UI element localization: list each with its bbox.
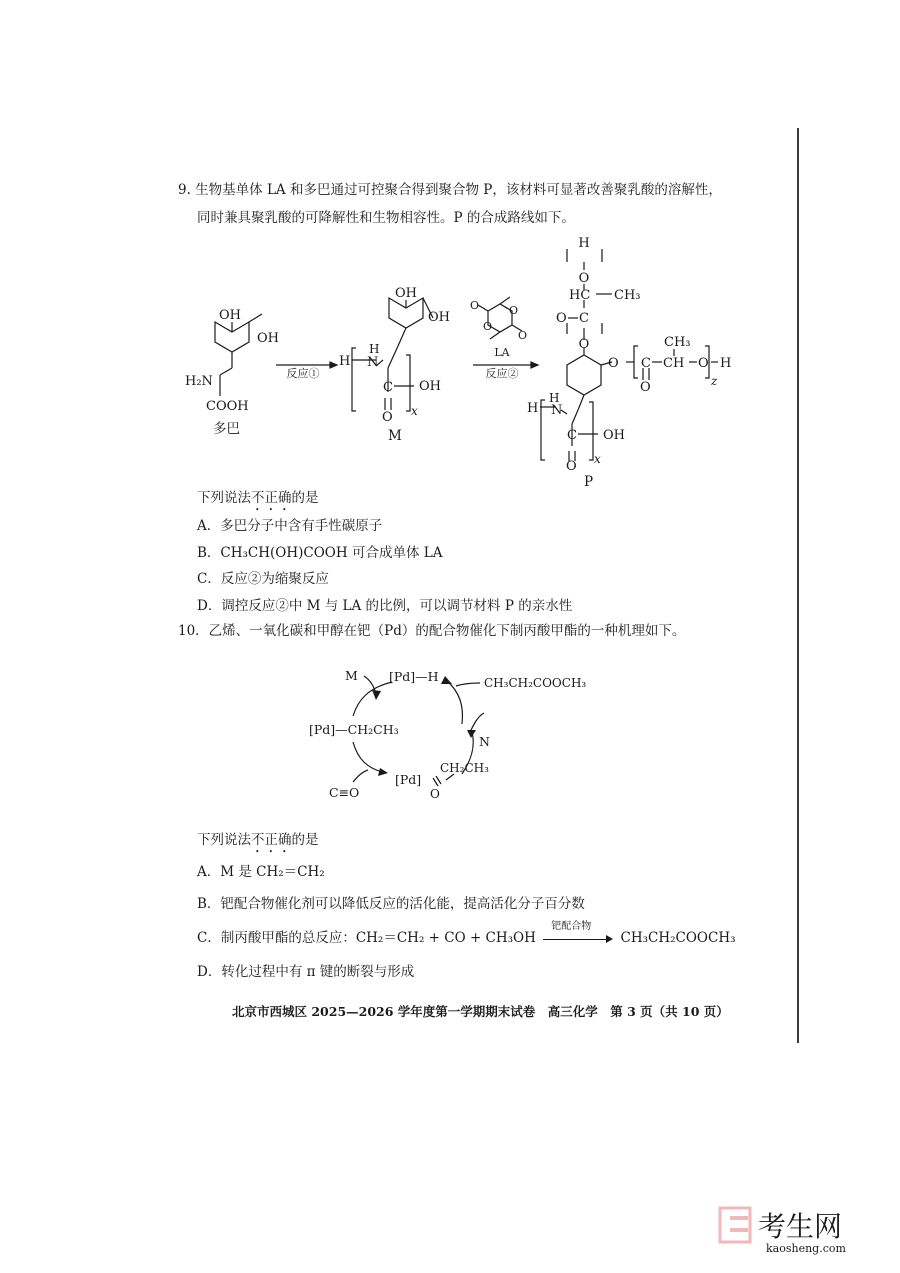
cycle-n: N xyxy=(479,734,490,749)
q10-option-c-catalyst: 钯配合物 xyxy=(551,920,592,932)
p-subscript-z: z xyxy=(711,374,718,388)
cycle-pd-h: [Pd]—H xyxy=(389,669,439,684)
p-label: P xyxy=(584,474,594,490)
p-benzene-ring xyxy=(567,355,601,395)
q10-option-c-arrow xyxy=(543,920,613,946)
q10-option-a: A．M 是 CH₂＝CH₂ xyxy=(197,864,325,880)
arrow2-top-label: LA xyxy=(494,346,510,359)
la-o-carbonyl-2: O xyxy=(518,329,528,342)
p-o-carbonyl-side: O xyxy=(640,380,651,395)
watermark-url: kaosheng.com xyxy=(766,1242,846,1255)
cycle-m: M xyxy=(345,668,358,683)
la-o-carbonyl-1: O xyxy=(470,299,480,312)
p-o-side: O xyxy=(608,356,619,371)
p-c-upper: C xyxy=(579,311,589,326)
p-hc: HC xyxy=(569,288,591,303)
q9-option-b: B．CH₃CH(OH)COOH 可合成单体 LA xyxy=(197,545,443,561)
p-c-lower: C xyxy=(567,428,577,443)
q9-prompt-prefix: 下列说法 xyxy=(197,490,251,506)
q10-prompt-prefix: 下列说法 xyxy=(197,832,251,848)
q9-prompt xyxy=(197,489,319,514)
p-oh-end: OH xyxy=(603,428,625,443)
q10-option-c xyxy=(197,920,736,947)
p-h-top: H xyxy=(578,236,590,251)
p-c-side: C xyxy=(641,356,651,371)
q9-synthesis-scheme xyxy=(170,228,770,490)
m-oh-side: OH xyxy=(428,310,450,325)
dopa-oh-side: OH xyxy=(257,331,279,346)
dopa-cooh: COOH xyxy=(206,399,249,414)
q9-stem-line1: 9. 生物基单体 LA 和多巴通过可控聚合得到聚合物 P，该材料可显著改善聚乳酸的溶解性， xyxy=(178,182,722,198)
cycle-pd-ethyl: [Pd]—CH₂CH₃ xyxy=(309,722,399,737)
m-c: C xyxy=(383,380,393,395)
q9-prompt-emphasis: 不正确 xyxy=(251,490,292,506)
cycle-co: C≡O xyxy=(329,785,360,800)
m-h-on-n: H xyxy=(369,342,380,356)
cycle-acyl-o: O xyxy=(430,787,440,801)
p-o-top: O xyxy=(578,271,590,286)
q10-prompt xyxy=(197,831,319,856)
p-o-lower: O xyxy=(566,459,577,474)
p-subscript-x: x xyxy=(594,452,601,466)
q10-option-d: D．转化过程中有 π 键的断裂与形成 xyxy=(197,964,415,980)
watermark-brand: 考生网 xyxy=(758,1210,843,1243)
m-subscript-x: x xyxy=(411,404,418,418)
q10-option-c-arrow-line xyxy=(543,939,607,940)
q10-option-b: B．钯配合物催化剂可以降低反应的活化能，提高活化分子百分数 xyxy=(197,896,585,912)
arrow2-head xyxy=(531,362,538,368)
arrow1-head xyxy=(330,362,337,368)
q9-stem-line2: 同时兼具聚乳酸的可降解性和生物相容性。P 的合成路线如下。 xyxy=(197,210,575,226)
q9-option-c: C．反应②为缩聚反应 xyxy=(197,571,329,587)
p-o-ring: O xyxy=(578,337,590,352)
margin-rule xyxy=(797,128,799,1043)
p-o-end: O xyxy=(698,356,709,371)
arrow1-label: 反应① xyxy=(286,367,320,380)
p-n: N xyxy=(551,403,563,418)
q9-option-d: D．调控反应②中 M 与 LA 的比例，可以调节材料 P 的亲水性 xyxy=(197,598,573,614)
watermark xyxy=(718,1202,868,1262)
p-ch3-upper: CH₃ xyxy=(614,288,641,303)
page-footer: 北京市西城区 2025—2026 学年度第一学期期末试卷 高三化学 第 3 页（共 10 页） xyxy=(232,1004,729,1019)
arrow2-bottom-label: 反应② xyxy=(485,367,519,380)
m-h-left: H xyxy=(339,354,351,369)
p-h-on-n: H xyxy=(549,391,560,405)
dopa-name: 多巴 xyxy=(213,421,240,437)
p-h-left: H xyxy=(527,401,539,416)
cycle-pd-acyl: [Pd] xyxy=(395,772,422,787)
m-n: N xyxy=(367,355,379,370)
p-ch-side: CH xyxy=(663,356,685,371)
q10-prompt-emphasis: 不正确 xyxy=(251,832,292,848)
watermark-logo-icon xyxy=(718,1202,868,1258)
la-o-left: O xyxy=(483,320,493,333)
q10-option-c-product: CH₃CH₂COOCH₃ xyxy=(620,930,736,946)
cycle-acyl-ethyl: CH₂CH₃ xyxy=(440,761,489,775)
q9-option-a: A．多巴分子中含有手性碳原子 xyxy=(197,518,383,534)
p-ch3-side: CH₃ xyxy=(664,335,691,350)
p-h-end: H xyxy=(720,356,732,371)
m-oh-end: OH xyxy=(419,379,441,394)
q10-catalytic-cycle xyxy=(300,656,610,806)
q10-stem: 10．乙烯、一氧化碳和甲醇在钯（Pd）的配合物催化下制丙酸甲酯的一种机理如下。 xyxy=(178,623,686,639)
q10-prompt-suffix: 的是 xyxy=(291,832,319,848)
dopa-oh-top: OH xyxy=(219,308,241,323)
m-oh-top: OH xyxy=(395,286,417,301)
m-label: M xyxy=(388,428,402,444)
cycle-product: CH₃CH₂COOCH₃ xyxy=(484,676,587,690)
m-o: O xyxy=(382,410,393,425)
q10-option-c-arrow-head xyxy=(606,935,613,943)
p-o-carbonyl-upper: O xyxy=(556,311,567,326)
la-o-right: O xyxy=(509,304,519,317)
q9-prompt-suffix: 的是 xyxy=(291,490,319,506)
dopa-nh2: H₂N xyxy=(185,374,213,389)
q10-option-c-text: C．制丙酸甲酯的总反应：CH₂＝CH₂ + CO + CH₃OH xyxy=(197,930,536,946)
